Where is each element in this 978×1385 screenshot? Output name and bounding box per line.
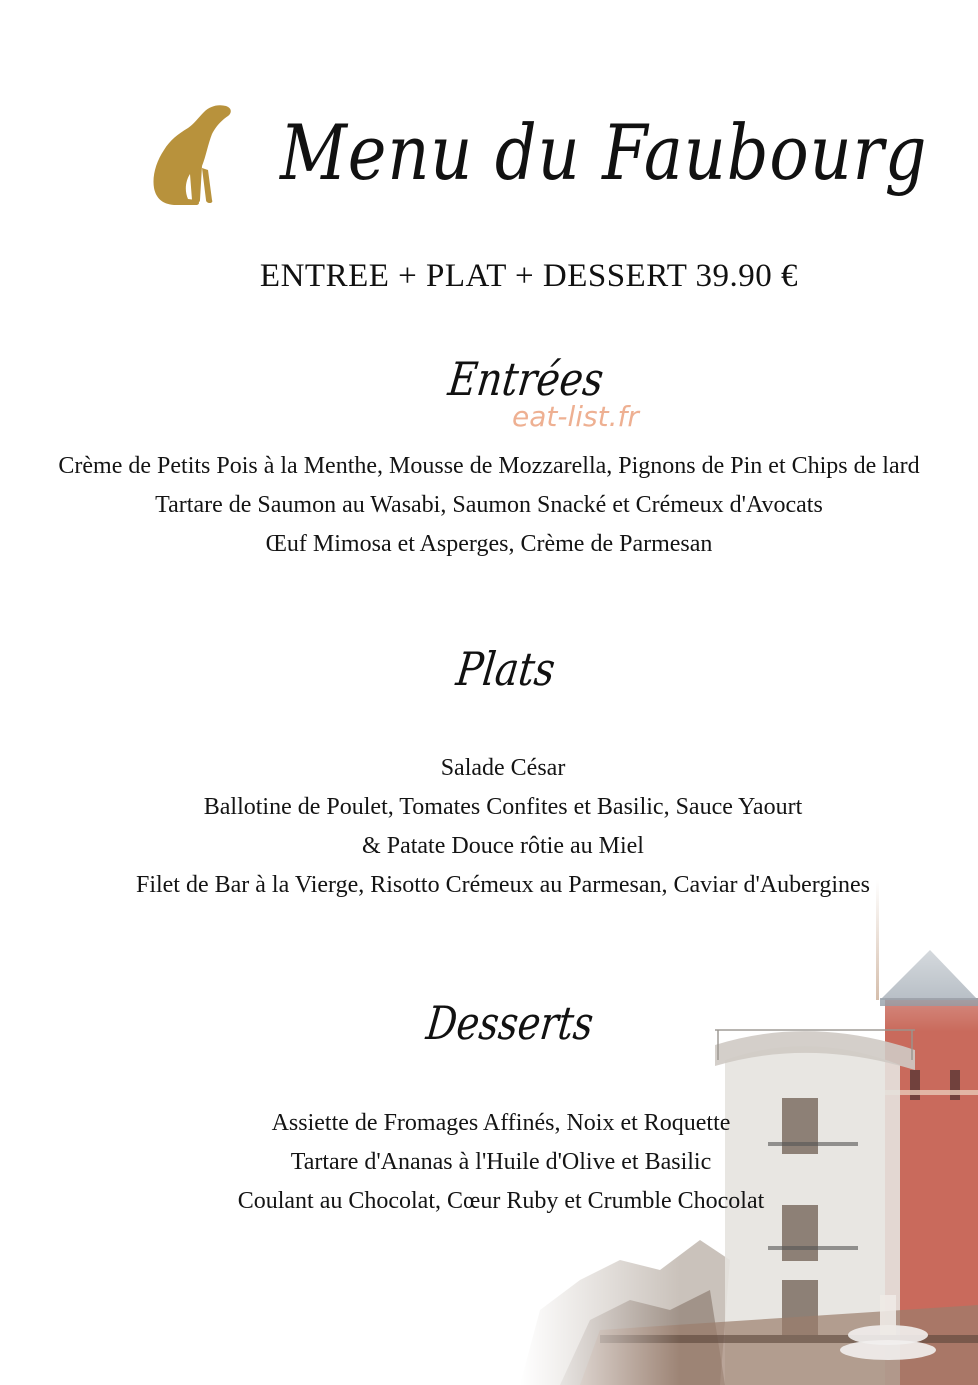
menu-item: & Patate Douce rôtie au Miel <box>362 833 644 859</box>
menu-title: Menu du Faubourg <box>280 108 928 197</box>
menu-item: Assiette de Fromages Affinés, Noix et Roquette <box>271 1110 731 1136</box>
greyhound-dog-icon <box>148 100 234 210</box>
menu-item: Tartare de Saumon au Wasabi, Saumon Snacké et Crémeux d'Avocats <box>155 492 823 518</box>
menu-item: Salade César <box>440 755 566 781</box>
menu-price: ENTREE + PLAT + DESSERT 39.90 € <box>259 258 799 294</box>
plats-list <box>14 749 978 905</box>
menu-item: Œuf Mimosa et Asperges, Crème de Parmesan <box>265 531 713 557</box>
menu-item: Crème de Petits Pois à la Menthe, Mousse de Mozzarella, Pignons de Pin et Chips de lard <box>58 453 920 479</box>
section-title-entrees: Entrées <box>445 352 607 406</box>
menu-item: Ballotine de Poulet, Tomates Confites et Basilic, Sauce Yaourt <box>203 794 803 820</box>
desserts-list <box>12 1104 978 1221</box>
menu-item: Filet de Bar à la Vierge, Risotto Crémeux au Parmesan, Caviar d'Aubergines <box>135 872 871 898</box>
menu-item: Coulant au Chocolat, Cœur Ruby et Crumble Chocolat <box>237 1188 765 1214</box>
entrees-list <box>0 447 978 564</box>
section-title-plats: Plats <box>453 642 558 696</box>
watermark: eat-list.fr <box>512 400 639 433</box>
menu-item: Tartare d'Ananas à l'Huile d'Olive et Basilic <box>290 1149 712 1175</box>
section-title-desserts: Desserts <box>423 996 597 1050</box>
